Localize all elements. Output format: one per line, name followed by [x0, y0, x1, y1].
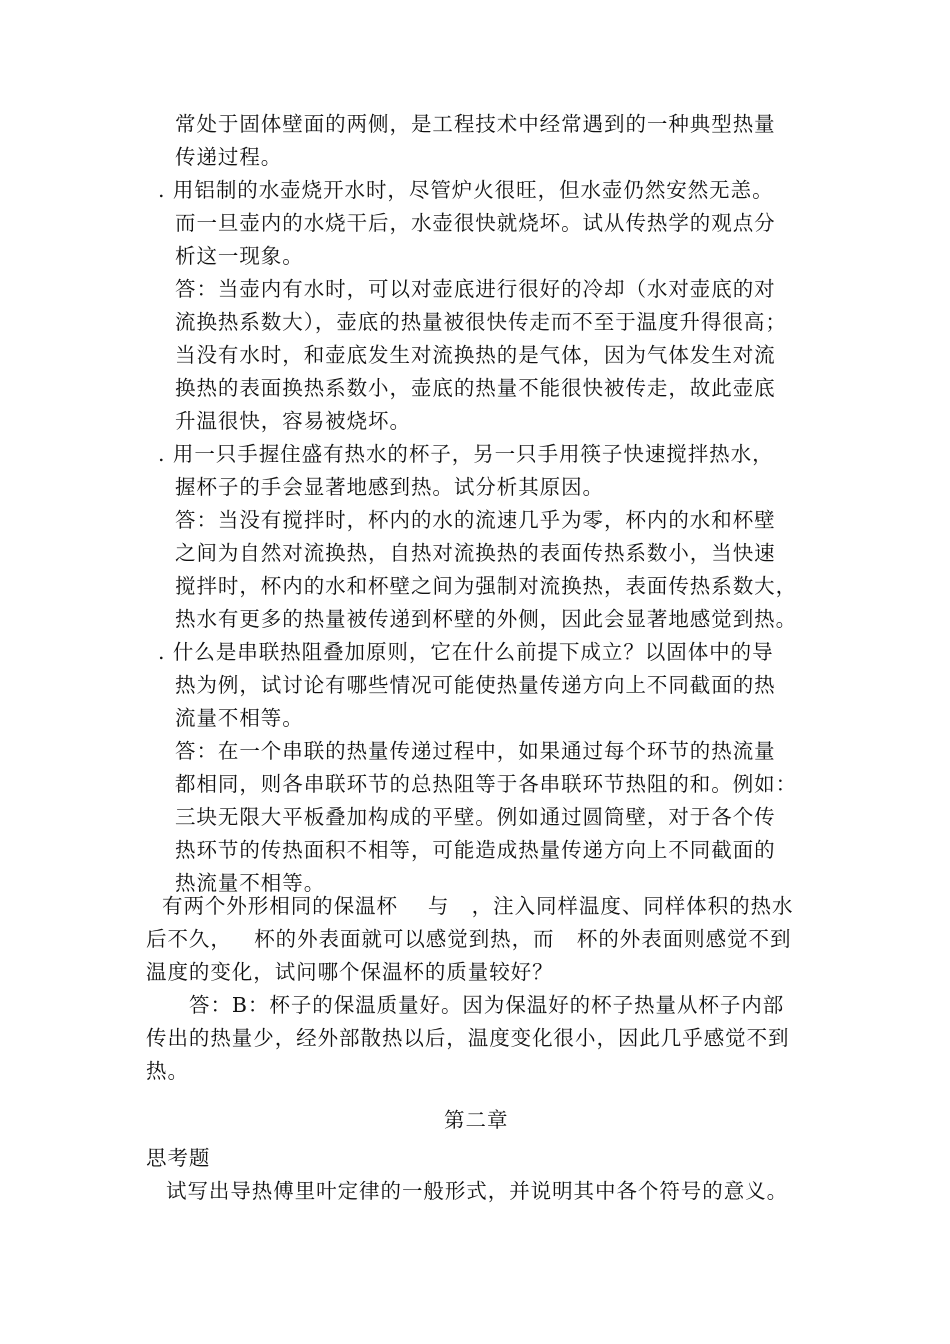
answer-line: 热环节的传热面积不相等，可能造成热量传递方向上不同截面的 — [175, 838, 776, 862]
answer-line: 热。 — [146, 1059, 189, 1083]
question-line: 有两个外形相同的保温杯 与 ，注入同样温度、同样体积的热水 — [162, 894, 794, 918]
answer-line: 流换热系数大），壶底的热量被很快传走而不至于温度升得很高； — [175, 310, 787, 334]
answer-line: 答：B：杯子的保温质量好。因为保温好的杯子热量从杯子内部 — [189, 993, 785, 1017]
question-line: 后不久， 杯的外表面就可以感觉到热，而 杯的外表面则感觉不到 — [146, 927, 792, 951]
answer-line: 热流量不相等。 — [175, 871, 326, 895]
question-line: 流量不相等。 — [175, 706, 304, 730]
answer-line: 答：当壶内有水时，可以对壶底进行很好的冷却（水对壶底的对 — [175, 277, 776, 301]
question-line: . 用铝制的水壶烧开水时，尽管炉火很旺，但水壶仍然安然无恙。 — [158, 178, 774, 202]
question-line: 析这一现象。 — [175, 244, 304, 268]
answer-line: 答：在一个串联的热量传递过程中，如果通过每个环节的热流量 — [175, 739, 776, 763]
chapter-title: 第二章 — [444, 1108, 509, 1132]
answer-line: 之间为自然对流换热，自热对流换热的表面传热系数小，当快速 — [175, 541, 776, 565]
answer-line: 换热的表面换热系数小，壶底的热量不能很快被传走，故此壶底 — [175, 376, 776, 400]
answer-line: 答：当没有搅拌时，杯内的水的流速几乎为零，杯内的水和杯壁 — [175, 508, 776, 532]
question-line: . 什么是串联热阻叠加原则，它在什么前提下成立？以固体中的导 — [158, 640, 774, 664]
question-line: 温度的变化，试问哪个保温杯的质量较好？ — [146, 960, 554, 984]
answer-line: 升温很快，容易被烧坏。 — [175, 409, 411, 433]
answer-line: 当没有水时，和壶底发生对流换热的是气体，因为气体发生对流 — [175, 343, 776, 367]
intro-line: 传递过程。 — [175, 145, 283, 169]
intro-line: 常处于固体壁面的两侧，是工程技术中经常遇到的一种典型热量 — [175, 112, 776, 136]
answer-line: 搅拌时，杯内的水和杯壁之间为强制对流换热，表面传热系数大， — [175, 574, 798, 598]
answer-line: 三块无限大平板叠加构成的平壁。例如通过圆筒壁，对于各个传 — [175, 805, 776, 829]
section-heading: 思考题 — [146, 1146, 211, 1170]
answer-line: 传出的热量少，经外部散热以后，温度变化很小，因此几乎感觉不到 — [146, 1026, 790, 1050]
question-line: 试写出导热傅里叶定律的一般形式，并说明其中各个符号的意义。 — [166, 1179, 789, 1203]
question-line: 握杯子的手会显著地感到热。试分析其原因。 — [175, 475, 604, 499]
question-line: 而一旦壶内的水烧干后，水壶很快就烧坏。试从传热学的观点分 — [175, 211, 776, 235]
answer-line: 热水有更多的热量被传递到杯壁的外侧，因此会显著地感觉到热。 — [175, 607, 798, 631]
question-line: 热为例，试讨论有哪些情况可能使热量传递方向上不同截面的热 — [175, 673, 776, 697]
answer-line: 都相同，则各串联环节的总热阻等于各串联环节热阻的和。例如： — [175, 772, 798, 796]
question-line: . 用一只手握住盛有热水的杯子，另一只手用筷子快速搅拌热水， — [158, 442, 774, 466]
